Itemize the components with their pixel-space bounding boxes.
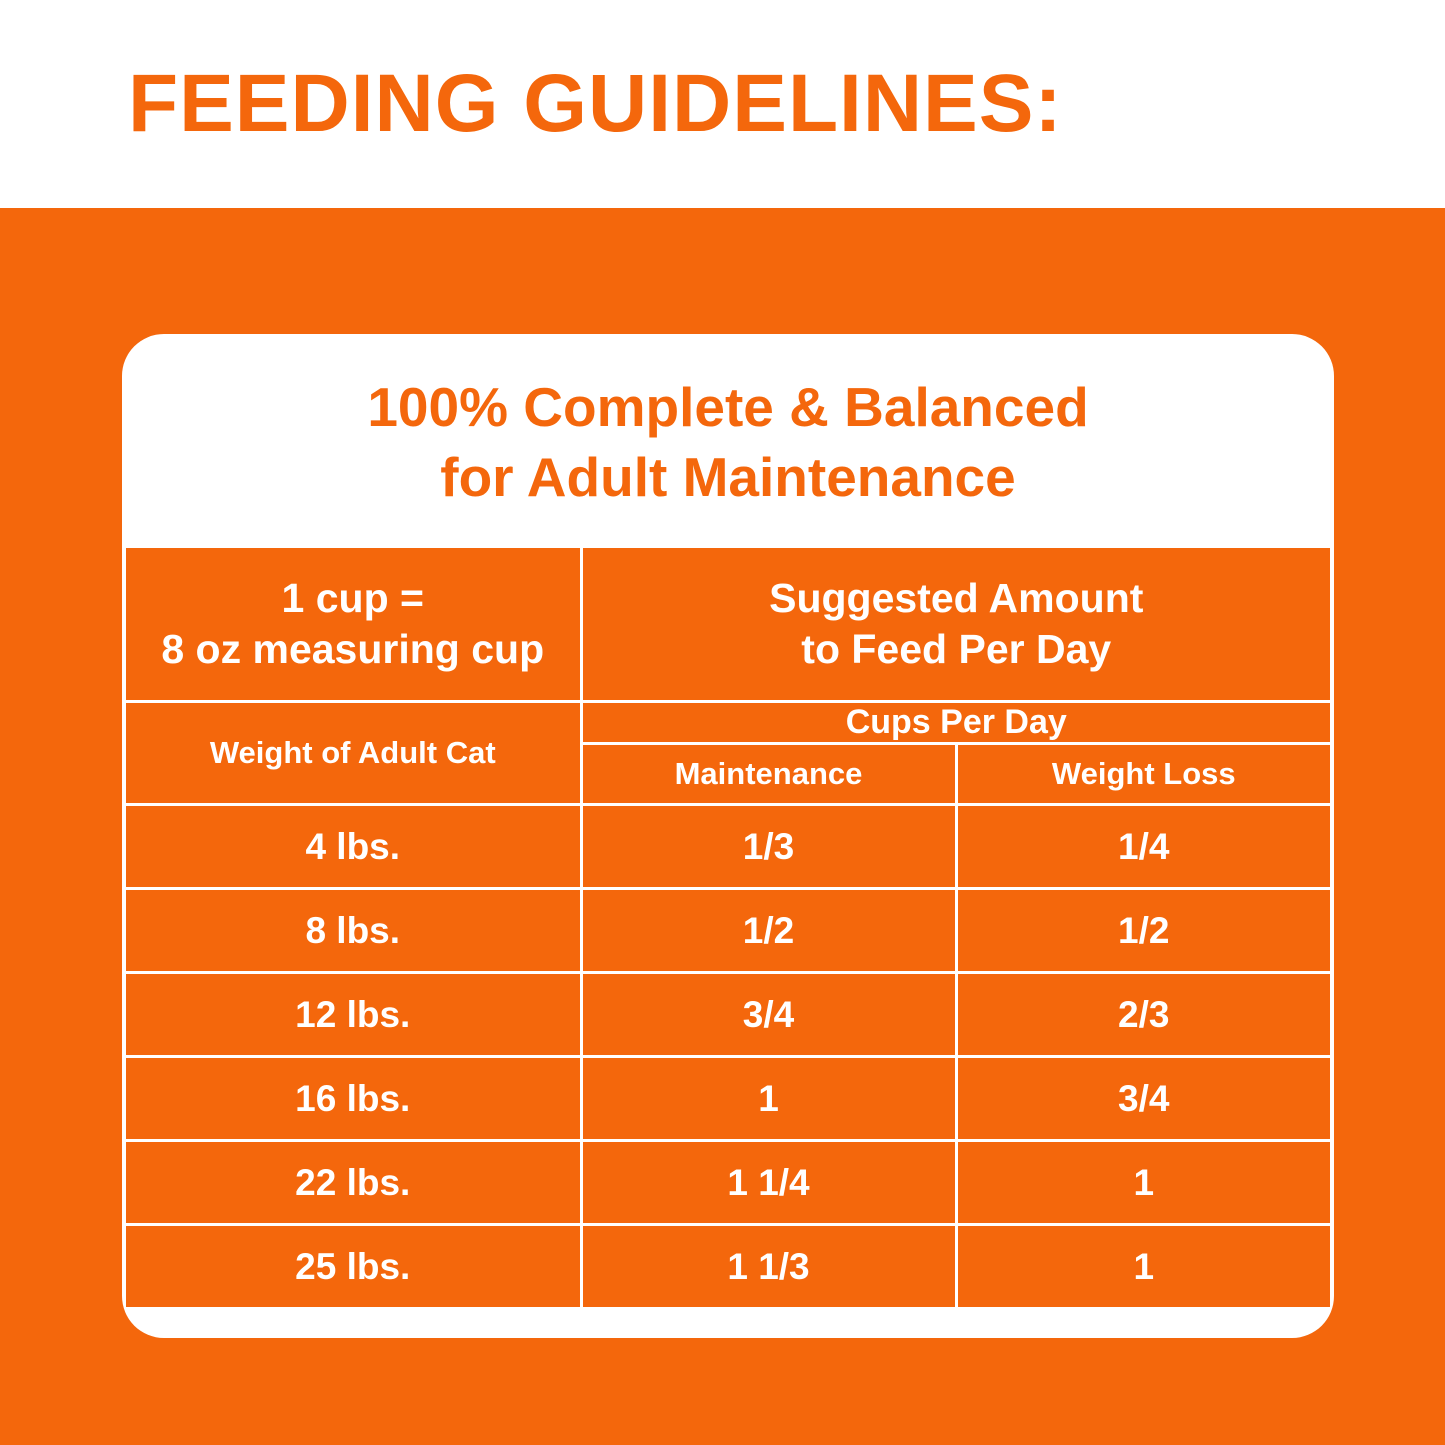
header-cups-per-day: Cups Per Day [581,702,1330,744]
header-weight-loss: Weight Loss [956,744,1330,805]
cell-maintenance: 1/2 [581,889,956,973]
cell-maintenance: 1 1/3 [581,1225,956,1308]
band-cell-suggested-amount [581,548,1330,702]
cell-weight: 8 lbs. [126,889,581,973]
cell-maintenance: 3/4 [581,973,956,1057]
card-title [122,334,1334,513]
cell-weight-loss: 1/2 [956,889,1330,973]
table-header-row-cups [126,702,1330,744]
table-row [126,1225,1330,1308]
cell-weight-loss: 1/4 [956,805,1330,889]
card-title-line-1: 100% Complete & Balanced [367,376,1089,438]
header-band [0,0,1445,208]
page-title: FEEDING GUIDELINES: [128,58,1063,149]
cell-maintenance: 1 [581,1057,956,1141]
cell-weight: 22 lbs. [126,1141,581,1225]
cell-maintenance: 1/3 [581,805,956,889]
cell-weight: 12 lbs. [126,973,581,1057]
card-title-line-2: for Adult Maintenance [440,446,1016,509]
feeding-table [126,548,1330,1307]
cell-weight-loss: 2/3 [956,973,1330,1057]
cell-weight: 25 lbs. [126,1225,581,1308]
cell-weight-loss: 1 [956,1225,1330,1308]
table-row [126,805,1330,889]
cell-weight-loss: 3/4 [956,1057,1330,1141]
table-row [126,1057,1330,1141]
band-cell-cup-equivalent [126,548,581,702]
cell-weight: 16 lbs. [126,1057,581,1141]
table-row [126,1141,1330,1225]
table-row [126,889,1330,973]
table-row [126,973,1330,1057]
header-weight-of-adult-cat: Weight of Adult Cat [126,702,581,805]
cell-weight: 4 lbs. [126,805,581,889]
band-cup-line-2: 8 oz measuring cup [161,626,545,672]
band-suggested-line-1: Suggested Amount [769,574,1144,621]
cell-weight-loss: 1 [956,1141,1330,1225]
band-suggested-line-2: to Feed Per Day [801,626,1112,672]
guidelines-card [122,334,1334,1338]
header-maintenance: Maintenance [581,744,956,805]
feeding-table-wrapper [126,548,1330,1307]
table-band-row [126,548,1330,702]
cell-maintenance: 1 1/4 [581,1141,956,1225]
band-cup-line-1: 1 cup = [281,574,424,621]
